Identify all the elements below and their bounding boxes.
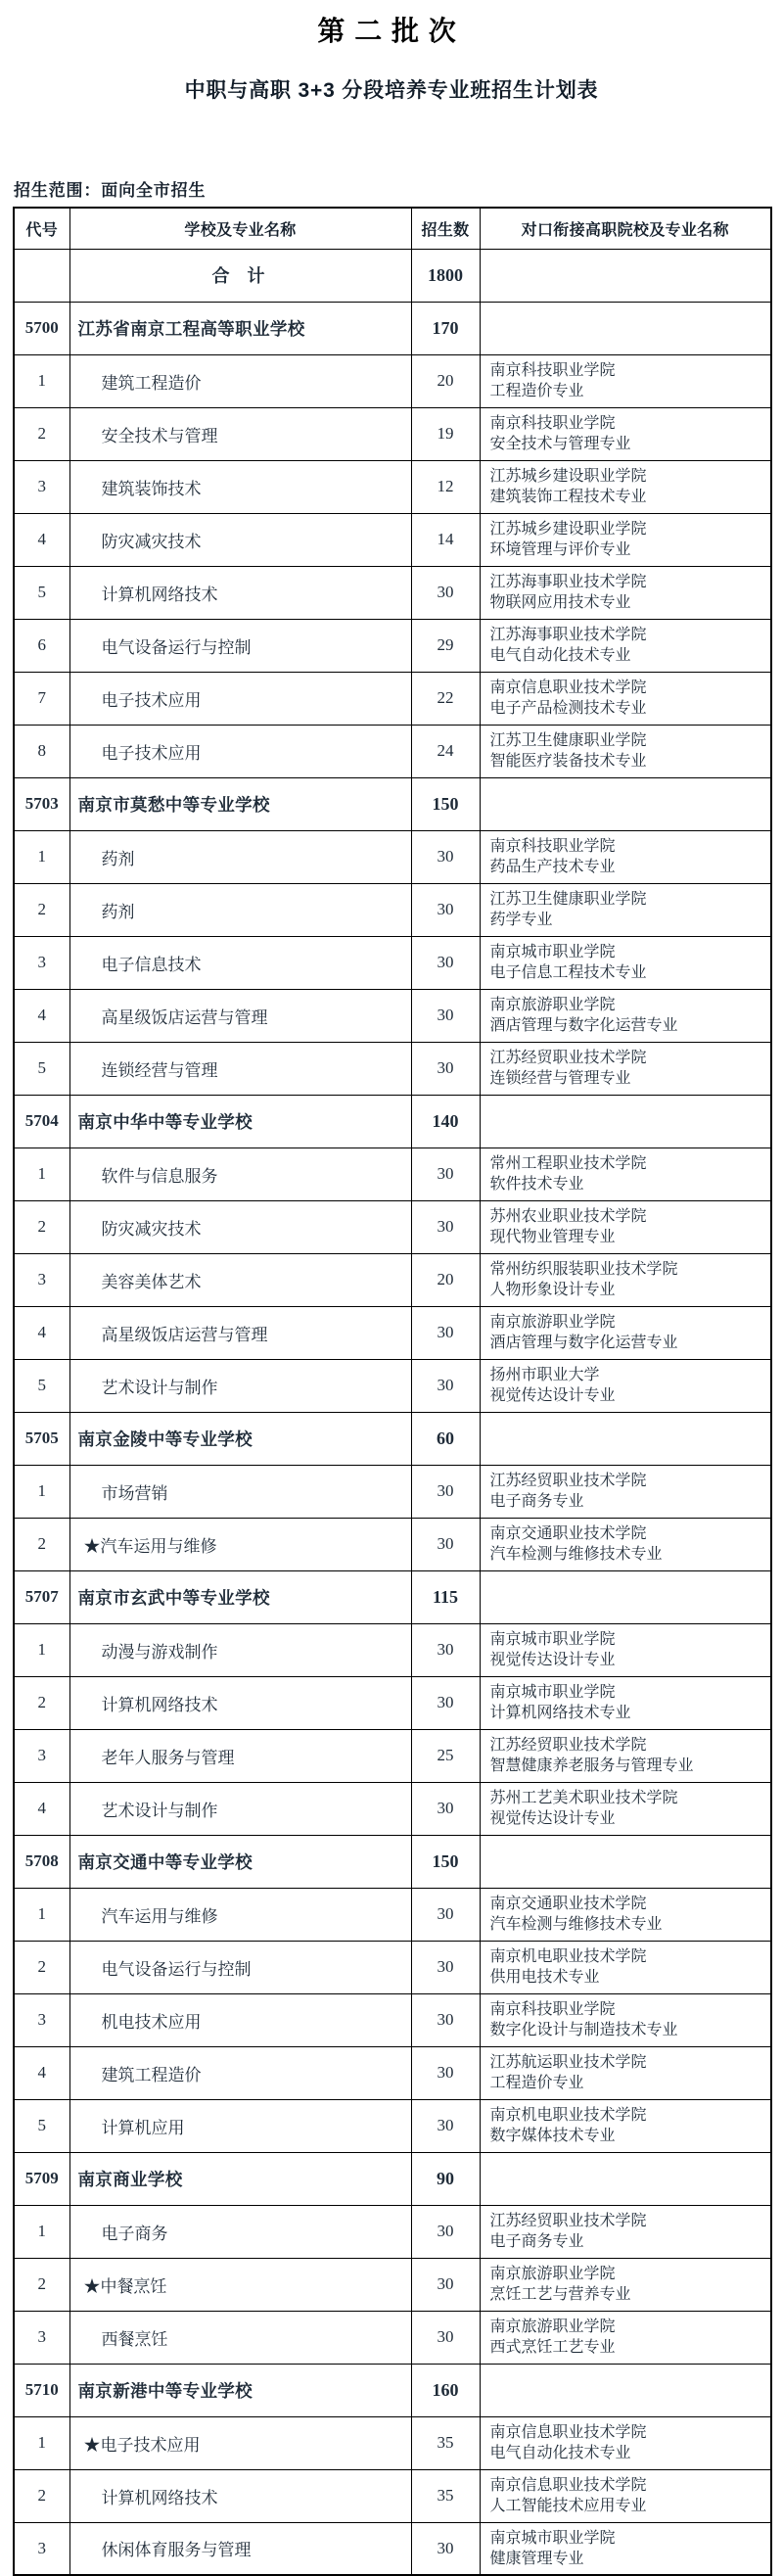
major-no-cell: 5: [14, 1042, 69, 1095]
enrollment-plan-table: [13, 207, 772, 2576]
major-row: [14, 1676, 771, 1729]
college-name: 苏州工艺美术职业技术学院: [489, 1790, 678, 1806]
section-row: [14, 777, 771, 830]
major-no-cell: 3: [14, 1993, 69, 2046]
section-school-cell: 南京新港中等专业学校: [69, 2364, 411, 2416]
major-no-cell: 5: [14, 1359, 69, 1412]
major-name-cell: ★电子技术应用: [69, 2416, 411, 2469]
major-name-cell: 安全技术与管理: [69, 407, 411, 460]
section-college-cell: [480, 777, 771, 830]
college-cell: [480, 1888, 771, 1941]
college-name: 南京旅游职业学院: [489, 2318, 616, 2335]
major-row: [14, 566, 771, 619]
college-name: 南京旅游职业学院: [489, 1314, 616, 1331]
major-count-cell: 30: [411, 2522, 480, 2575]
section-code-cell: 5710: [14, 2364, 69, 2416]
section-row: [14, 1095, 771, 1147]
major-no-cell: 1: [14, 2416, 69, 2469]
college-cell: [480, 1042, 771, 1095]
section-school-cell: 江苏省南京工程高等职业学校: [69, 302, 411, 354]
college-name: 苏州农业职业技术学院: [489, 1208, 647, 1225]
college-cell: [480, 936, 771, 989]
college-major-name: 工程造价专业: [489, 2075, 584, 2091]
major-count-cell: 30: [411, 1676, 480, 1729]
major-no-cell: 2: [14, 2258, 69, 2311]
college-name: 南京城市职业学院: [489, 1631, 616, 1648]
major-no-cell: 1: [14, 1888, 69, 1941]
major-row: [14, 1941, 771, 1993]
major-count-cell: 30: [411, 2046, 480, 2099]
major-name-cell: 老年人服务与管理: [69, 1729, 411, 1782]
major-name-cell: 防灾减灾技术: [69, 1200, 411, 1253]
major-row: [14, 1993, 771, 2046]
section-college-cell: [480, 1412, 771, 1465]
major-count-cell: 14: [411, 513, 480, 566]
college-major-name: 视觉传达设计专业: [489, 1810, 616, 1827]
major-no-cell: 4: [14, 2046, 69, 2099]
major-count-cell: 30: [411, 1993, 480, 2046]
major-count-cell: 30: [411, 2205, 480, 2258]
major-no-cell: 1: [14, 1465, 69, 1518]
major-name-cell: 艺术设计与制作: [69, 1782, 411, 1835]
section-count-cell: 150: [411, 1835, 480, 1888]
college-cell: [480, 989, 771, 1042]
major-no-cell: 1: [14, 830, 69, 883]
section-row: [14, 1835, 771, 1888]
college-name: 常州纺织服装职业技术学院: [489, 1261, 678, 1278]
major-count-cell: 30: [411, 1147, 480, 1200]
major-count-cell: 30: [411, 883, 480, 936]
section-count-cell: 60: [411, 1412, 480, 1465]
college-major-name: 烹饪工艺与营养专业: [489, 2286, 631, 2303]
major-count-cell: 30: [411, 1518, 480, 1570]
major-name-cell: 建筑工程造价: [69, 354, 411, 407]
college-cell: [480, 1518, 771, 1570]
major-count-cell: 30: [411, 2311, 480, 2364]
college-major-name: 酒店管理与数字化运营专业: [489, 1335, 678, 1351]
college-cell: [480, 1676, 771, 1729]
section-row: [14, 1570, 771, 1623]
college-major-name: 视觉传达设计专业: [489, 1652, 616, 1668]
major-no-cell: 3: [14, 2311, 69, 2364]
college-name: 扬州市职业大学: [489, 1367, 600, 1383]
college-cell: [480, 725, 771, 777]
major-count-cell: 30: [411, 1306, 480, 1359]
major-name-cell: 软件与信息服务: [69, 1147, 411, 1200]
major-name-cell: ★汽车运用与维修: [69, 1518, 411, 1570]
total-count-cell: 1800: [411, 249, 480, 302]
major-row: [14, 2099, 771, 2152]
major-no-cell: 2: [14, 407, 69, 460]
major-row: [14, 513, 771, 566]
section-row: [14, 2152, 771, 2205]
major-name-cell: 计算机网络技术: [69, 566, 411, 619]
college-name: 南京交通职业技术学院: [489, 1525, 647, 1542]
major-name-cell: 电子技术应用: [69, 672, 411, 725]
major-count-cell: 30: [411, 2099, 480, 2152]
total-row: [14, 249, 771, 302]
college-cell: [480, 1147, 771, 1200]
major-count-cell: 20: [411, 1253, 480, 1306]
college-major-name: 计算机网络技术专业: [489, 1705, 631, 1721]
major-count-cell: 30: [411, 2258, 480, 2311]
major-no-cell: 1: [14, 1623, 69, 1676]
college-major-name: 电子商务专业: [489, 2233, 584, 2250]
major-row: [14, 2258, 771, 2311]
major-row: [14, 830, 771, 883]
major-name-cell: 高星级饭店运营与管理: [69, 989, 411, 1042]
college-cell: [480, 2469, 771, 2522]
major-row: [14, 1042, 771, 1095]
major-count-cell: 35: [411, 2469, 480, 2522]
major-count-cell: 30: [411, 830, 480, 883]
major-no-cell: 7: [14, 672, 69, 725]
page-subtitle: 中职与高职 3+3 分段培养专业班招生计划表: [184, 79, 599, 102]
major-row: [14, 1147, 771, 1200]
college-cell: [480, 1200, 771, 1253]
major-count-cell: 20: [411, 354, 480, 407]
college-major-name: 电子商务专业: [489, 1493, 584, 1510]
major-no-cell: 4: [14, 513, 69, 566]
section-row: [14, 1412, 771, 1465]
major-count-cell: 30: [411, 566, 480, 619]
college-cell: [480, 2258, 771, 2311]
major-name-cell: 动漫与游戏制作: [69, 1623, 411, 1676]
college-cell: [480, 354, 771, 407]
college-name: 江苏海事职业技术学院: [489, 574, 647, 590]
college-major-name: 药学专业: [489, 912, 553, 928]
college-cell: [480, 407, 771, 460]
college-name: 江苏经贸职业技术学院: [489, 2213, 647, 2229]
college-name: 常州工程职业技术学院: [489, 1155, 647, 1172]
major-row: [14, 1359, 771, 1412]
major-name-cell: 药剂: [69, 883, 411, 936]
college-name: 南京旅游职业学院: [489, 997, 616, 1013]
major-row: [14, 407, 771, 460]
major-name-cell: 艺术设计与制作: [69, 1359, 411, 1412]
college-name: 江苏经贸职业技术学院: [489, 1473, 647, 1489]
major-row: [14, 725, 771, 777]
major-name-cell: 电气设备运行与控制: [69, 1941, 411, 1993]
major-row: [14, 1200, 771, 1253]
major-no-cell: 1: [14, 354, 69, 407]
college-name: 江苏航运职业技术学院: [489, 2054, 647, 2071]
college-cell: [480, 1782, 771, 1835]
college-major-name: 视觉传达设计专业: [489, 1387, 616, 1404]
major-name-cell: ★中餐烹饪: [69, 2258, 411, 2311]
college-major-name: 环境管理与评价专业: [489, 541, 631, 558]
section-count-cell: 150: [411, 777, 480, 830]
major-name-cell: 高星级饭店运营与管理: [69, 1306, 411, 1359]
major-count-cell: 35: [411, 2416, 480, 2469]
major-row: [14, 619, 771, 672]
college-major-name: 工程造价专业: [489, 383, 584, 399]
section-college-cell: [480, 2364, 771, 2416]
college-cell: [480, 830, 771, 883]
major-no-cell: 4: [14, 1306, 69, 1359]
major-no-cell: 2: [14, 1941, 69, 1993]
section-code-cell: 5707: [14, 1570, 69, 1623]
major-name-cell: 电子信息技术: [69, 936, 411, 989]
college-cell: [480, 1359, 771, 1412]
section-count-cell: 90: [411, 2152, 480, 2205]
major-count-cell: 30: [411, 1782, 480, 1835]
college-cell: [480, 1941, 771, 1993]
page-title: 第二批次: [317, 17, 466, 47]
college-name: 江苏经贸职业技术学院: [489, 1050, 647, 1066]
major-count-cell: 25: [411, 1729, 480, 1782]
major-row: [14, 2311, 771, 2364]
major-row: [14, 989, 771, 1042]
college-name: 南京科技职业学院: [489, 2001, 616, 2018]
college-name: 南京城市职业学院: [489, 2529, 616, 2547]
major-name-cell: 电子商务: [69, 2205, 411, 2258]
major-row: [14, 1253, 771, 1306]
major-no-cell: 1: [14, 2205, 69, 2258]
college-name: 南京信息职业技术学院: [489, 2424, 647, 2441]
major-name-cell: 汽车运用与维修: [69, 1888, 411, 1941]
major-row: [14, 1729, 771, 1782]
header-cell-college: 对口衔接高职院校及专业名称: [480, 208, 771, 249]
college-cell: [480, 2046, 771, 2099]
major-no-cell: 3: [14, 1729, 69, 1782]
major-count-cell: 30: [411, 1465, 480, 1518]
major-row: [14, 1306, 771, 1359]
major-name-cell: 药剂: [69, 830, 411, 883]
college-major-name: 软件技术专业: [489, 1176, 584, 1193]
section-school-cell: 南京中华中等专业学校: [69, 1095, 411, 1147]
major-row: [14, 1465, 771, 1518]
major-name-cell: 西餐烹饪: [69, 2311, 411, 2364]
major-no-cell: 4: [14, 1782, 69, 1835]
college-name: 江苏城乡建设职业学院: [489, 468, 647, 485]
college-major-name: 人工智能技术应用专业: [489, 2498, 647, 2514]
college-major-name: 人物形象设计专业: [489, 1282, 616, 1298]
college-cell: [480, 1465, 771, 1518]
major-no-cell: 2: [14, 2469, 69, 2522]
college-cell: [480, 2522, 771, 2575]
major-count-cell: 24: [411, 725, 480, 777]
college-major-name: 物联网应用技术专业: [489, 594, 631, 611]
college-name: 南京信息职业技术学院: [489, 679, 647, 696]
major-name-cell: 计算机网络技术: [69, 1676, 411, 1729]
college-major-name: 智慧健康养老服务与管理专业: [489, 1757, 694, 1774]
college-major-name: 数字化设计与制造技术专业: [489, 2022, 678, 2038]
section-count-cell: 115: [411, 1570, 480, 1623]
section-college-cell: [480, 1095, 771, 1147]
college-major-name: 数字媒体技术专业: [489, 2128, 616, 2144]
header-cell-count: 招生数: [411, 208, 480, 249]
total-label-cell: 合 计: [69, 249, 411, 302]
college-major-name: 汽车检测与维修技术专业: [489, 1546, 663, 1563]
major-no-cell: 2: [14, 1518, 69, 1570]
college-name: 江苏卫生健康职业学院: [489, 891, 647, 908]
college-cell: [480, 1306, 771, 1359]
section-code-cell: 5700: [14, 302, 69, 354]
major-row: [14, 2416, 771, 2469]
college-major-name: 建筑装饰工程技术专业: [489, 489, 647, 505]
table-header-row: [14, 208, 771, 249]
college-major-name: 电子信息工程技术专业: [489, 964, 647, 981]
major-no-cell: 8: [14, 725, 69, 777]
college-cell: [480, 883, 771, 936]
college-cell: [480, 460, 771, 513]
major-count-cell: 22: [411, 672, 480, 725]
header-cell-school-major: 学校及专业名称: [69, 208, 411, 249]
section-code-cell: 5703: [14, 777, 69, 830]
major-no-cell: 2: [14, 883, 69, 936]
section-college-cell: [480, 2152, 771, 2205]
college-major-name: 电子产品检测技术专业: [489, 700, 647, 717]
major-count-cell: 30: [411, 1941, 480, 1993]
section-code-cell: 5705: [14, 1412, 69, 1465]
major-row: [14, 2469, 771, 2522]
major-count-cell: 30: [411, 1042, 480, 1095]
section-college-cell: [480, 302, 771, 354]
college-name: 江苏卫生健康职业学院: [489, 732, 647, 749]
major-row: [14, 460, 771, 513]
major-no-cell: 3: [14, 1253, 69, 1306]
college-major-name: 供用电技术专业: [489, 1969, 600, 1986]
college-cell: [480, 566, 771, 619]
major-name-cell: 建筑工程造价: [69, 2046, 411, 2099]
major-row: [14, 2522, 771, 2575]
college-cell: [480, 2205, 771, 2258]
major-no-cell: 3: [14, 2522, 69, 2575]
major-count-cell: 30: [411, 989, 480, 1042]
college-major-name: 西式烹饪工艺专业: [489, 2339, 616, 2356]
major-count-cell: 30: [411, 936, 480, 989]
major-row: [14, 1888, 771, 1941]
college-major-name: 电气自动化技术专业: [489, 2445, 631, 2461]
college-cell: [480, 1729, 771, 1782]
major-name-cell: 建筑装饰技术: [69, 460, 411, 513]
section-count-cell: 170: [411, 302, 480, 354]
major-count-cell: 30: [411, 1359, 480, 1412]
college-major-name: 智能医疗装备技术专业: [489, 753, 647, 770]
college-cell: [480, 2416, 771, 2469]
major-name-cell: 美容美体艺术: [69, 1253, 411, 1306]
college-cell: [480, 1253, 771, 1306]
college-major-name: 药品生产技术专业: [489, 859, 616, 875]
major-row: [14, 1518, 771, 1570]
section-count-cell: 140: [411, 1095, 480, 1147]
major-row: [14, 354, 771, 407]
major-count-cell: 12: [411, 460, 480, 513]
major-name-cell: 电气设备运行与控制: [69, 619, 411, 672]
scope-note: 招生范围：面向全市招生: [14, 181, 207, 200]
major-name-cell: 计算机应用: [69, 2099, 411, 2152]
college-cell: [480, 672, 771, 725]
college-name: 南京科技职业学院: [489, 362, 616, 379]
major-name-cell: 防灾减灾技术: [69, 513, 411, 566]
major-row: [14, 2205, 771, 2258]
major-no-cell: 6: [14, 619, 69, 672]
major-no-cell: 5: [14, 566, 69, 619]
section-code-cell: 5704: [14, 1095, 69, 1147]
total-code-cell: [14, 249, 69, 302]
college-cell: [480, 2311, 771, 2364]
college-cell: [480, 1993, 771, 2046]
major-count-cell: 29: [411, 619, 480, 672]
major-no-cell: 1: [14, 1147, 69, 1200]
section-school-cell: 南京市莫愁中等专业学校: [69, 777, 411, 830]
section-count-cell: 160: [411, 2364, 480, 2416]
college-major-name: 连锁经营与管理专业: [489, 1070, 631, 1087]
section-row: [14, 302, 771, 354]
header-cell-code: 代号: [14, 208, 69, 249]
college-major-name: 现代物业管理专业: [489, 1229, 616, 1245]
section-school-cell: 南京市玄武中等专业学校: [69, 1570, 411, 1623]
college-cell: [480, 1623, 771, 1676]
college-name: 江苏经贸职业技术学院: [489, 1737, 647, 1754]
major-no-cell: 3: [14, 460, 69, 513]
section-code-cell: 5708: [14, 1835, 69, 1888]
major-count-cell: 19: [411, 407, 480, 460]
college-major-name: 电气自动化技术专业: [489, 647, 631, 664]
section-school-cell: 南京交通中等专业学校: [69, 1835, 411, 1888]
section-college-cell: [480, 1835, 771, 1888]
section-school-cell: 南京金陵中等专业学校: [69, 1412, 411, 1465]
major-no-cell: 4: [14, 989, 69, 1042]
college-cell: [480, 513, 771, 566]
college-name: 南京信息职业技术学院: [489, 2477, 647, 2494]
major-row: [14, 2046, 771, 2099]
major-name-cell: 电子技术应用: [69, 725, 411, 777]
college-name: 南京机电职业技术学院: [489, 2107, 647, 2124]
major-name-cell: 休闲体育服务与管理: [69, 2522, 411, 2575]
major-no-cell: 3: [14, 936, 69, 989]
major-no-cell: 2: [14, 1676, 69, 1729]
college-name: 南京旅游职业学院: [489, 2266, 616, 2282]
college-name: 南京科技职业学院: [489, 415, 616, 432]
major-count-cell: 30: [411, 1623, 480, 1676]
college-cell: [480, 619, 771, 672]
section-school-cell: 南京商业学校: [69, 2152, 411, 2205]
college-name: 南京科技职业学院: [489, 838, 616, 855]
major-row: [14, 672, 771, 725]
major-name-cell: 机电技术应用: [69, 1993, 411, 2046]
college-major-name: 酒店管理与数字化运营专业: [489, 1017, 678, 1034]
major-count-cell: 30: [411, 1200, 480, 1253]
section-college-cell: [480, 1570, 771, 1623]
major-no-cell: 2: [14, 1200, 69, 1253]
college-major-name: 健康管理专业: [489, 2550, 584, 2567]
total-college-cell: [480, 249, 771, 302]
major-name-cell: 计算机网络技术: [69, 2469, 411, 2522]
major-count-cell: 30: [411, 1888, 480, 1941]
college-cell: [480, 2099, 771, 2152]
major-row: [14, 1782, 771, 1835]
college-name: 江苏海事职业技术学院: [489, 627, 647, 643]
major-no-cell: 5: [14, 2099, 69, 2152]
major-name-cell: 连锁经营与管理: [69, 1042, 411, 1095]
college-name: 南京城市职业学院: [489, 1684, 616, 1701]
major-row: [14, 1623, 771, 1676]
major-row: [14, 936, 771, 989]
college-major-name: 汽车检测与维修技术专业: [489, 1916, 663, 1933]
college-major-name: 安全技术与管理专业: [489, 436, 631, 452]
college-name: 江苏城乡建设职业学院: [489, 521, 647, 538]
major-name-cell: 市场营销: [69, 1465, 411, 1518]
section-row: [14, 2364, 771, 2416]
college-name: 南京交通职业技术学院: [489, 1896, 647, 1912]
college-name: 南京机电职业技术学院: [489, 1948, 647, 1965]
section-code-cell: 5709: [14, 2152, 69, 2205]
major-row: [14, 883, 771, 936]
college-name: 南京城市职业学院: [489, 944, 616, 960]
